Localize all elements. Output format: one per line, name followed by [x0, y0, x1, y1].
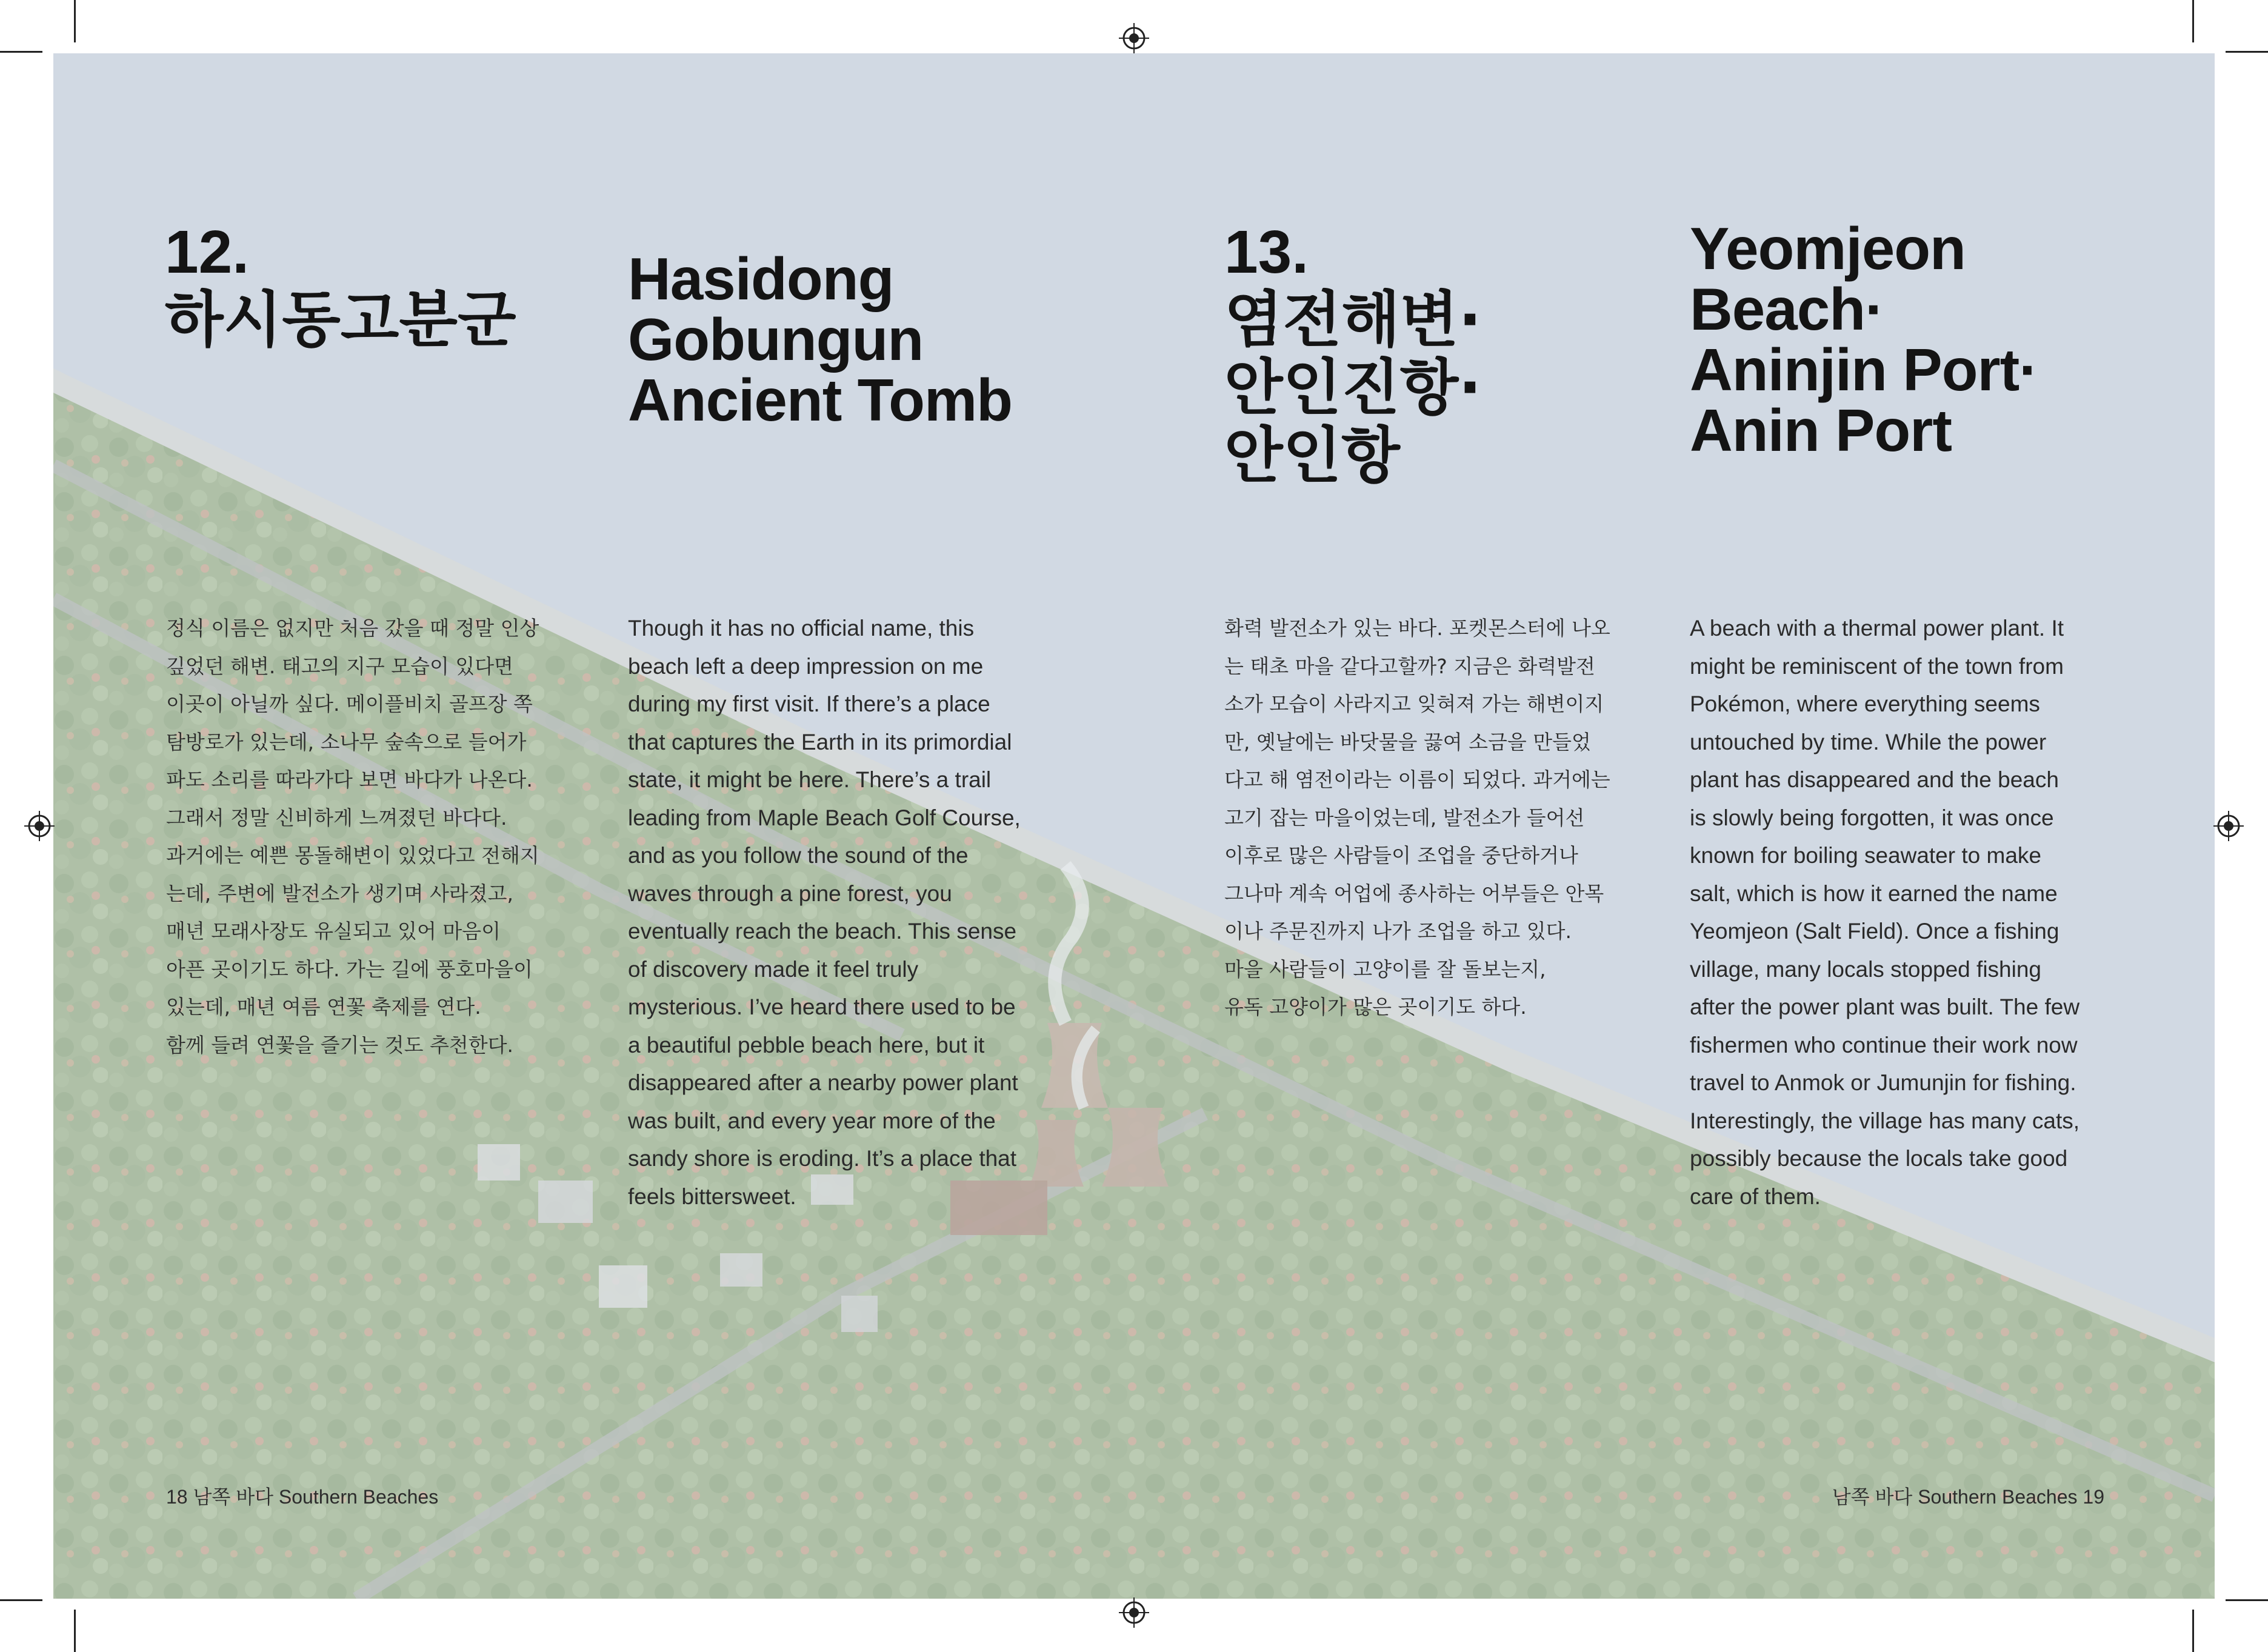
- crop-mark: [2192, 1610, 2194, 1652]
- registration-mark-icon: [1119, 23, 1149, 53]
- crop-mark: [2226, 1599, 2268, 1601]
- page-folio-left: 18 남쪽 바다 Southern Beaches: [166, 1486, 439, 1508]
- registration-mark-icon: [1119, 1597, 1149, 1628]
- crop-mark: [0, 1599, 42, 1601]
- body-en-yeomjeon: A beach with a thermal power plant. It might be reminiscent of the town from Pokémon, where everything seems untouched by time. While the power plant has disappeared and the beach is slowly being forgotten, it was once known for boiling seawater to make salt, which is how it earned the name Yeomjeon (Salt Field). Once a fishing village, many locals stopped fishing after the power plant was built. The few fishermen who continue their work now travel to Anmok or Jumunjin for fishing. Interestingly, the village has many cats, possibly because the locals take good care of them.: [1690, 616, 2080, 1209]
- registration-mark-icon: [2213, 811, 2244, 841]
- crop-mark: [74, 1610, 76, 1652]
- body-en-hasidong: Though it has no official name, this beach left a deep impression on me during my first visit. If there’s a place that captures the Earth in its primordial state, it might be here. There’s a trail leading from Maple Beach Golf Course, and as you follow the sound of the waves through a pine forest, you eventually reach the beach. This sense of discovery made it feel truly mysterious. I’ve heard there used to be a beautiful pebble beach here, but it disappeared after a nearby power plant was built, and every year more of the sandy shore is eroding. It’s a place that feels bittersweet.: [628, 616, 1021, 1209]
- page-folio-right: 남쪽 바다 Southern Beaches 19: [1832, 1486, 2104, 1508]
- entry-number-13: 13.: [1224, 218, 1309, 286]
- crop-mark: [0, 51, 42, 53]
- body-ko-yeomjeon: 화력 발전소가 있는 바다. 포켓몬스터에 나오 는 태초 마을 같다고할까? 지금은 화력발전 소가 모습이 사라지고 잊혀져 가는 해변이지 만, 옛날에는 바닷물을 끓여 소금을 만들었 다고 해 염전이라는 이름이 되었다. 과거에는 고기 잡는 마을이었는데, 발전소가 들어선 이후로 많은 사람들이 조업을 중단하거나 그나마 계속 어업에 종사하는 어부들은 안목 이나 주문진까지 나가 조업을 하고 있다. 마을 사람들이 고양이를 잘 돌보는지, 유독 고양이가 많은 곳이기도 하다.: [1224, 616, 1610, 1019]
- crop-mark: [74, 0, 76, 42]
- crop-mark: [2226, 51, 2268, 53]
- body-ko-hasidong: 정식 이름은 없지만 처음 갔을 때 정말 인상 깊었던 해변. 태고의 지구 모습이 있다면 이곳이 아닐까 싶다. 메이플비치 골프장 쪽 탐방로가 있는데, 소나무 숲속으로 들어가 파도 소리를 따라가다 보면 바다가 나온다. 그래서 정말 신비하게 느껴졌던 바다다. 과거에는 예쁜 몽돌해변이 있었다고 전해지 는데, 주변에 발전소가 생기며 사라졌고, 매년 모래사장도 유실되고 있어 마음이 아픈 곳이기도 하다. 가는 길에 풍호마을이 있는데, 매년 여름 연꽃 축제를 연다. 함께 들려 연꽃을 즐기는 것도 추천한다.: [166, 616, 539, 1057]
- title-ko-yeomjeon: 염전해변· 안인진항· 안인항: [1224, 284, 1482, 491]
- title-en-yeomjeon: Yeomjeon Beach· Aninjin Port· Anin Port: [1690, 215, 2038, 464]
- registration-mark-icon: [24, 811, 55, 841]
- title-ko-hasidong: 하시동고분군: [165, 284, 516, 355]
- crop-mark: [2192, 0, 2194, 42]
- entry-number-12: 12.: [165, 218, 250, 286]
- title-en-hasidong: Hasidong Gobungun Ancient Tomb: [628, 245, 1013, 433]
- magazine-spread: [53, 53, 2215, 1599]
